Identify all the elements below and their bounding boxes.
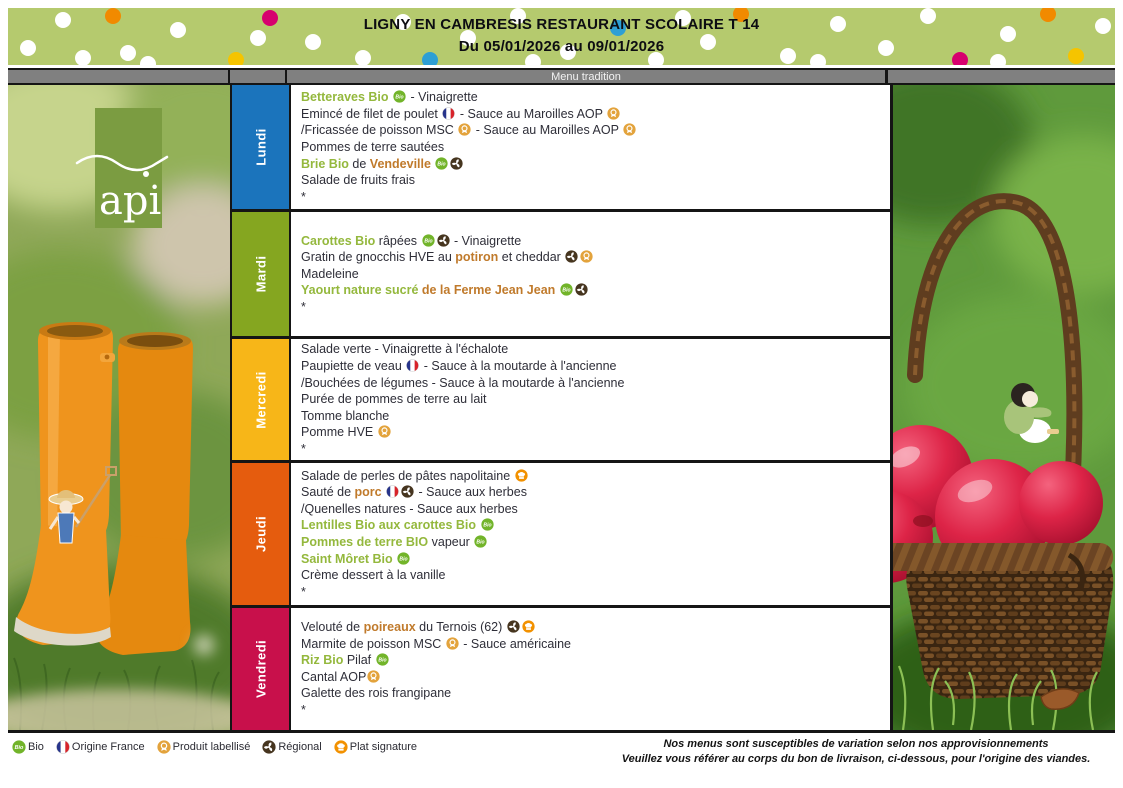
day-cell-mardi <box>232 212 289 335</box>
dish-text: potiron <box>455 250 499 265</box>
dish-text: Marmite de poisson MSC <box>301 636 445 651</box>
dish-text: Betteraves Bio <box>301 90 393 105</box>
dish-text: Sauté de <box>301 485 355 500</box>
dish-line <box>301 584 882 601</box>
legend-label: Régional <box>278 741 322 753</box>
header-cell-day <box>230 70 287 83</box>
date-range: Du 05/01/2026 au 09/01/2026 <box>458 38 665 55</box>
dish-text: Vendeville <box>369 156 435 171</box>
dish-text: porc <box>354 485 386 500</box>
day-label: Vendredi <box>253 639 268 698</box>
dish-text: Saint Môret Bio <box>301 551 397 566</box>
dish-text: * <box>301 300 306 314</box>
bio-icon <box>393 90 406 103</box>
dish-text: Riz Bio <box>301 653 344 668</box>
dish-line <box>301 685 882 702</box>
dish-text: - Sauce au Maroilles AOP <box>472 123 623 138</box>
plat-signature-icon <box>522 620 535 633</box>
legend-label: Origine France <box>71 741 145 753</box>
dish-line <box>301 484 882 501</box>
regional-icon <box>565 250 578 263</box>
dish-line <box>301 567 882 584</box>
menu-row-mercredi <box>232 336 890 460</box>
bio-icon <box>435 157 448 170</box>
regional-icon <box>262 740 276 754</box>
dish-text: Crème dessert à la vanille <box>301 568 446 583</box>
dish-text: Purée de pommes de terre au lait <box>301 392 487 407</box>
day-cell-vendredi <box>232 608 289 730</box>
dish-cell-jeudi <box>289 463 890 604</box>
left-photo-illustration <box>8 85 230 730</box>
svg-text:Bio: Bio <box>399 556 408 563</box>
dish-line <box>301 122 882 139</box>
produit-labellise-icon <box>623 123 636 136</box>
legend-item-label <box>157 740 251 754</box>
produit-labellise-icon <box>378 425 391 438</box>
dish-line <box>301 233 882 250</box>
dish-text: * <box>301 702 306 717</box>
dish-line <box>301 636 882 653</box>
bio-icon <box>474 535 487 548</box>
dish-text: et cheddar <box>498 250 565 265</box>
dish-text: râpées <box>375 233 421 248</box>
dish-cell-lundi <box>289 85 890 209</box>
regional-icon <box>575 283 588 296</box>
bio-icon <box>422 234 435 247</box>
menu-table <box>8 85 1115 733</box>
dish-line <box>301 551 882 568</box>
dish-line <box>301 517 882 534</box>
day-label: Mardi <box>253 255 268 293</box>
plat-signature-icon <box>334 740 348 754</box>
dish-text: Madeleine <box>301 266 359 281</box>
svg-text:Bio: Bio <box>14 745 24 752</box>
origine-france-icon <box>56 740 70 754</box>
dish-line <box>301 652 882 669</box>
day-label: Mercredi <box>253 370 268 429</box>
dish-text: - Sauce à la moutarde à l'ancienne <box>420 359 617 374</box>
menu-row-mardi <box>232 209 890 335</box>
origine-france-icon <box>406 359 419 372</box>
regional-icon <box>401 485 414 498</box>
legend-item-regional <box>262 740 321 754</box>
dish-text: du Ternois (62) <box>415 620 506 634</box>
dish-cell-vendredi <box>289 608 890 730</box>
dish-text: de la Ferme Jean Jean <box>421 283 559 298</box>
day-label: Lundi <box>253 128 268 166</box>
dish-line <box>301 702 882 719</box>
dish-text: - Sauce aux herbes <box>415 485 527 500</box>
svg-text:Bio: Bio <box>395 94 404 101</box>
origine-france-icon <box>442 107 455 120</box>
dish-text: * <box>301 442 306 457</box>
dish-line <box>301 341 882 358</box>
svg-text:Bio: Bio <box>482 522 492 529</box>
regional-icon <box>507 620 520 633</box>
dish-text: de <box>348 156 370 171</box>
dish-text: /Fricassée de poisson MSC <box>301 123 458 138</box>
dish-line <box>301 375 882 392</box>
dish-line <box>301 424 882 441</box>
dish-line <box>301 106 882 123</box>
dish-text: Pilaf <box>343 653 375 668</box>
dish-text: * <box>301 189 306 204</box>
dish-text: poireaux <box>363 620 416 634</box>
dish-text: Salade de fruits frais <box>301 173 415 188</box>
svg-text:Bio: Bio <box>378 657 387 664</box>
header-banner <box>8 8 1115 65</box>
dish-line <box>301 358 882 375</box>
day-cell-jeudi <box>232 463 289 604</box>
menu-row-jeudi <box>232 460 890 604</box>
dish-cell-mardi <box>289 212 890 335</box>
apple-basket <box>893 543 1113 699</box>
legend-label: Produit labellisé <box>172 741 251 753</box>
bio-icon <box>376 653 389 666</box>
dish-line <box>301 441 882 458</box>
bio-icon <box>560 283 573 296</box>
dish-line <box>301 468 882 485</box>
dish-text: * <box>301 584 306 599</box>
produit-labellise-icon <box>446 637 459 650</box>
produit-labellise-icon <box>458 123 471 136</box>
menu-row-lundi <box>232 85 890 209</box>
legend-label: Bio <box>28 741 44 753</box>
dish-text: Salade de perles de pâtes napolitaine <box>301 468 514 483</box>
legend-item-france <box>56 740 145 754</box>
dish-line <box>301 282 882 299</box>
produit-labellise-icon <box>157 740 171 754</box>
dish-line <box>301 266 882 283</box>
day-cell-lundi <box>232 85 289 209</box>
dish-text: vapeur <box>428 534 474 549</box>
header-cell-left-photo <box>8 70 230 83</box>
dish-line <box>301 408 882 425</box>
footer-note-line2: Veuillez vous référer au corps du bon de livraison, ci-dessous, pour l'origine des viandes. <box>621 753 1091 765</box>
dish-line <box>301 534 882 551</box>
dish-text: Pommes de terre BIO <box>301 534 429 549</box>
dish-text: Galette des rois frangipane <box>301 686 452 701</box>
regional-icon <box>450 157 463 170</box>
dish-line <box>301 172 882 189</box>
header-cell-right-photo <box>888 70 1115 83</box>
dish-text: - Sauce au Maroilles AOP <box>456 106 607 121</box>
dish-text: Velouté de <box>301 620 364 634</box>
menu-rows <box>232 85 890 730</box>
day-label: Jeudi <box>253 515 268 552</box>
dish-text: Emincé de filet de poulet <box>301 106 442 121</box>
page-title: LIGNY EN CAMBRESIS RESTAURANT SCOLAIRE T 14 <box>363 16 760 33</box>
bio-icon <box>12 740 26 754</box>
dish-text: Lentilles Bio aux carottes Bio <box>301 518 480 533</box>
dish-line <box>301 391 882 408</box>
regional-icon <box>437 234 450 247</box>
dish-cell-mercredi <box>289 339 890 460</box>
dish-text: /Bouchées de légumes - Sauce à la moutarde à l'ancienne <box>301 375 625 390</box>
footer-note <box>600 737 1112 767</box>
dish-text: Tomme blanche <box>301 408 390 423</box>
table-header-bar <box>8 68 1115 85</box>
dish-text: Gratin de gnocchis HVE au <box>301 250 456 265</box>
day-cell-mercredi <box>232 339 289 460</box>
produit-labellise-icon <box>367 670 380 683</box>
svg-text:Bio: Bio <box>476 539 485 546</box>
dish-text: Yaourt nature sucré <box>301 283 422 298</box>
dish-line <box>301 156 882 173</box>
dish-text: - Sauce américaine <box>459 636 571 651</box>
api-logo-text: api <box>99 178 162 224</box>
legend-item-signature <box>334 740 417 754</box>
origine-france-icon <box>386 485 399 498</box>
dish-text: Salade verte - Vinaigrette à l'échalote <box>301 342 509 357</box>
dish-line <box>301 501 882 518</box>
right-photo-illustration <box>893 85 1115 730</box>
dish-line <box>301 619 882 636</box>
legend-label: Plat signature <box>349 741 418 753</box>
icon-legend <box>12 740 417 754</box>
produit-labellise-icon <box>607 107 620 120</box>
dish-text: Pomme HVE <box>301 425 377 440</box>
dish-text: Paupiette de veau <box>301 359 406 374</box>
bio-icon <box>397 552 410 565</box>
svg-text:Bio: Bio <box>437 161 446 168</box>
produit-labellise-icon <box>580 250 593 263</box>
dish-line <box>301 299 882 316</box>
menu-type-header: Menu tradition <box>287 70 888 83</box>
dish-line <box>301 89 882 106</box>
dish-text: Carottes Bio <box>301 233 376 248</box>
legend-item-bio <box>12 740 44 754</box>
dish-line <box>301 249 882 266</box>
dish-text: - Vinaigrette <box>407 90 478 105</box>
menu-row-vendredi <box>232 605 890 730</box>
dish-text: /Quenelles natures - Sauce aux herbes <box>301 501 518 516</box>
banner-titles <box>8 14 1115 58</box>
svg-text:Bio: Bio <box>423 238 433 245</box>
dish-text: Pommes de terre sautées <box>301 139 445 154</box>
dish-line <box>301 669 882 686</box>
dish-line <box>301 189 882 206</box>
dish-text: Brie Bio <box>301 156 349 171</box>
dish-text: Cantal AOP <box>301 669 367 684</box>
bio-icon <box>481 518 494 531</box>
right-photo <box>890 85 1115 730</box>
left-photo <box>8 85 232 730</box>
footer-note-line1: Nos menus sont susceptibles de variation selon nos approvisionnements <box>663 738 1049 750</box>
plat-signature-icon <box>515 469 528 482</box>
dish-line <box>301 139 882 156</box>
dish-text: - Vinaigrette <box>450 233 522 248</box>
svg-text:Bio: Bio <box>562 287 571 294</box>
